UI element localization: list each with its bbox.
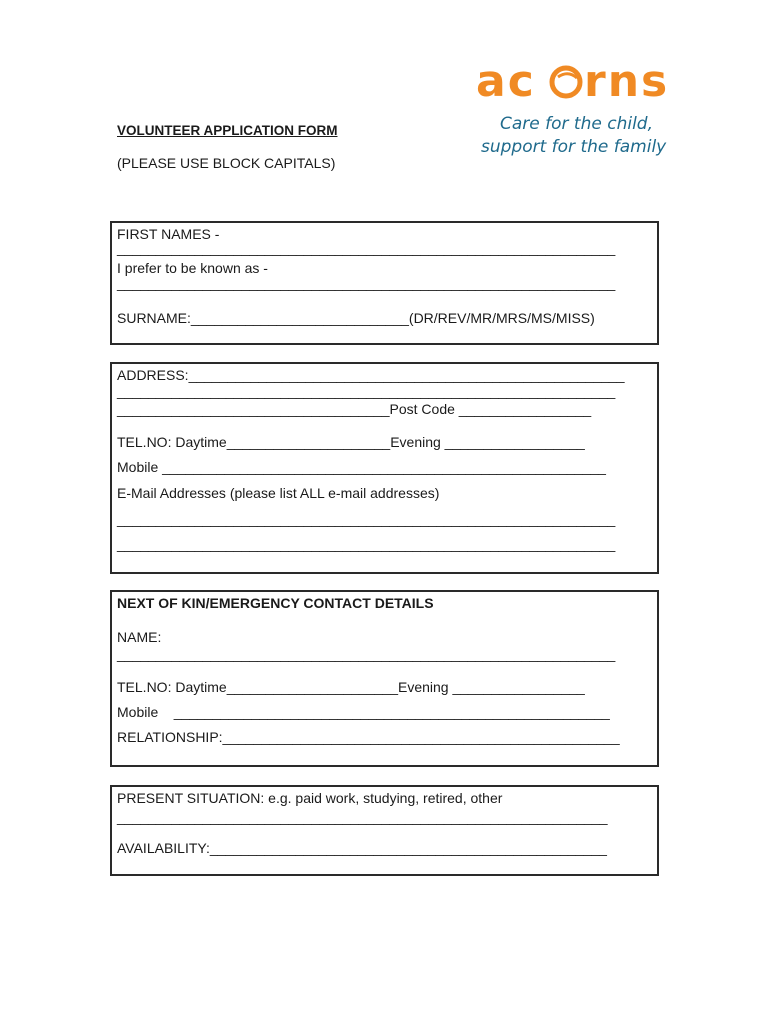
known-as-field[interactable]: ________________________________________________________________ xyxy=(117,275,616,291)
present-situation-label: PRESENT SITUATION: e.g. paid work, studying, retired, other xyxy=(117,790,503,806)
present-situation-field[interactable]: _______________________________________________________________ xyxy=(117,809,608,825)
logo-tagline-line1: Care for the child, xyxy=(500,114,653,134)
next-of-kin-heading: NEXT OF KIN/EMERGENCY CONTACT DETAILS xyxy=(117,595,434,611)
surname-field[interactable]: SURNAME:____________________________(DR/REV/MR/MRS/MS/MISS) xyxy=(117,310,595,326)
acorns-wordmark xyxy=(476,60,702,104)
kin-relationship-field[interactable]: RELATIONSHIP:___________________________________________________ xyxy=(117,729,620,745)
tel-field[interactable]: TEL.NO: Daytime_____________________Evening __________________ xyxy=(117,434,585,450)
known-as-label: I prefer to be known as - xyxy=(117,260,268,276)
first-names-field[interactable]: ________________________________________________________________ xyxy=(117,240,616,256)
svg-text:ac: ac xyxy=(476,60,536,104)
email-label: E-Mail Addresses (please list ALL e-mail addresses) xyxy=(117,485,440,501)
kin-mobile-field[interactable]: Mobile ________________________________________________________ xyxy=(117,704,610,720)
form-instruction: (PLEASE USE BLOCK CAPITALS) xyxy=(117,155,336,171)
kin-name-label: NAME: xyxy=(117,629,162,645)
post-code-field[interactable]: ___________________________________Post Code _________________ xyxy=(117,401,592,417)
first-names-label: FIRST NAMES - xyxy=(117,226,220,242)
kin-tel-field[interactable]: TEL.NO: Daytime______________________Evening _________________ xyxy=(117,679,585,695)
email-field-line2[interactable]: ________________________________________________________________ xyxy=(117,536,616,552)
acorn-swirl-icon xyxy=(552,68,580,96)
svg-text:rns: rns xyxy=(584,60,670,104)
email-field-line1[interactable]: ________________________________________________________________ xyxy=(117,511,616,527)
logo-tagline-line2: support for the family xyxy=(481,137,667,157)
availability-field[interactable]: AVAILABILITY:___________________________________________________ xyxy=(117,840,607,856)
address-field-line2[interactable]: ________________________________________________________________ xyxy=(117,383,616,399)
form-title: VOLUNTEER APPLICATION FORM xyxy=(117,123,338,138)
mobile-field[interactable]: Mobile _________________________________________________________ xyxy=(117,459,606,475)
kin-name-field[interactable]: ________________________________________________________________ xyxy=(117,646,616,662)
address-field[interactable]: ADDRESS:________________________________________________________ xyxy=(117,367,625,383)
